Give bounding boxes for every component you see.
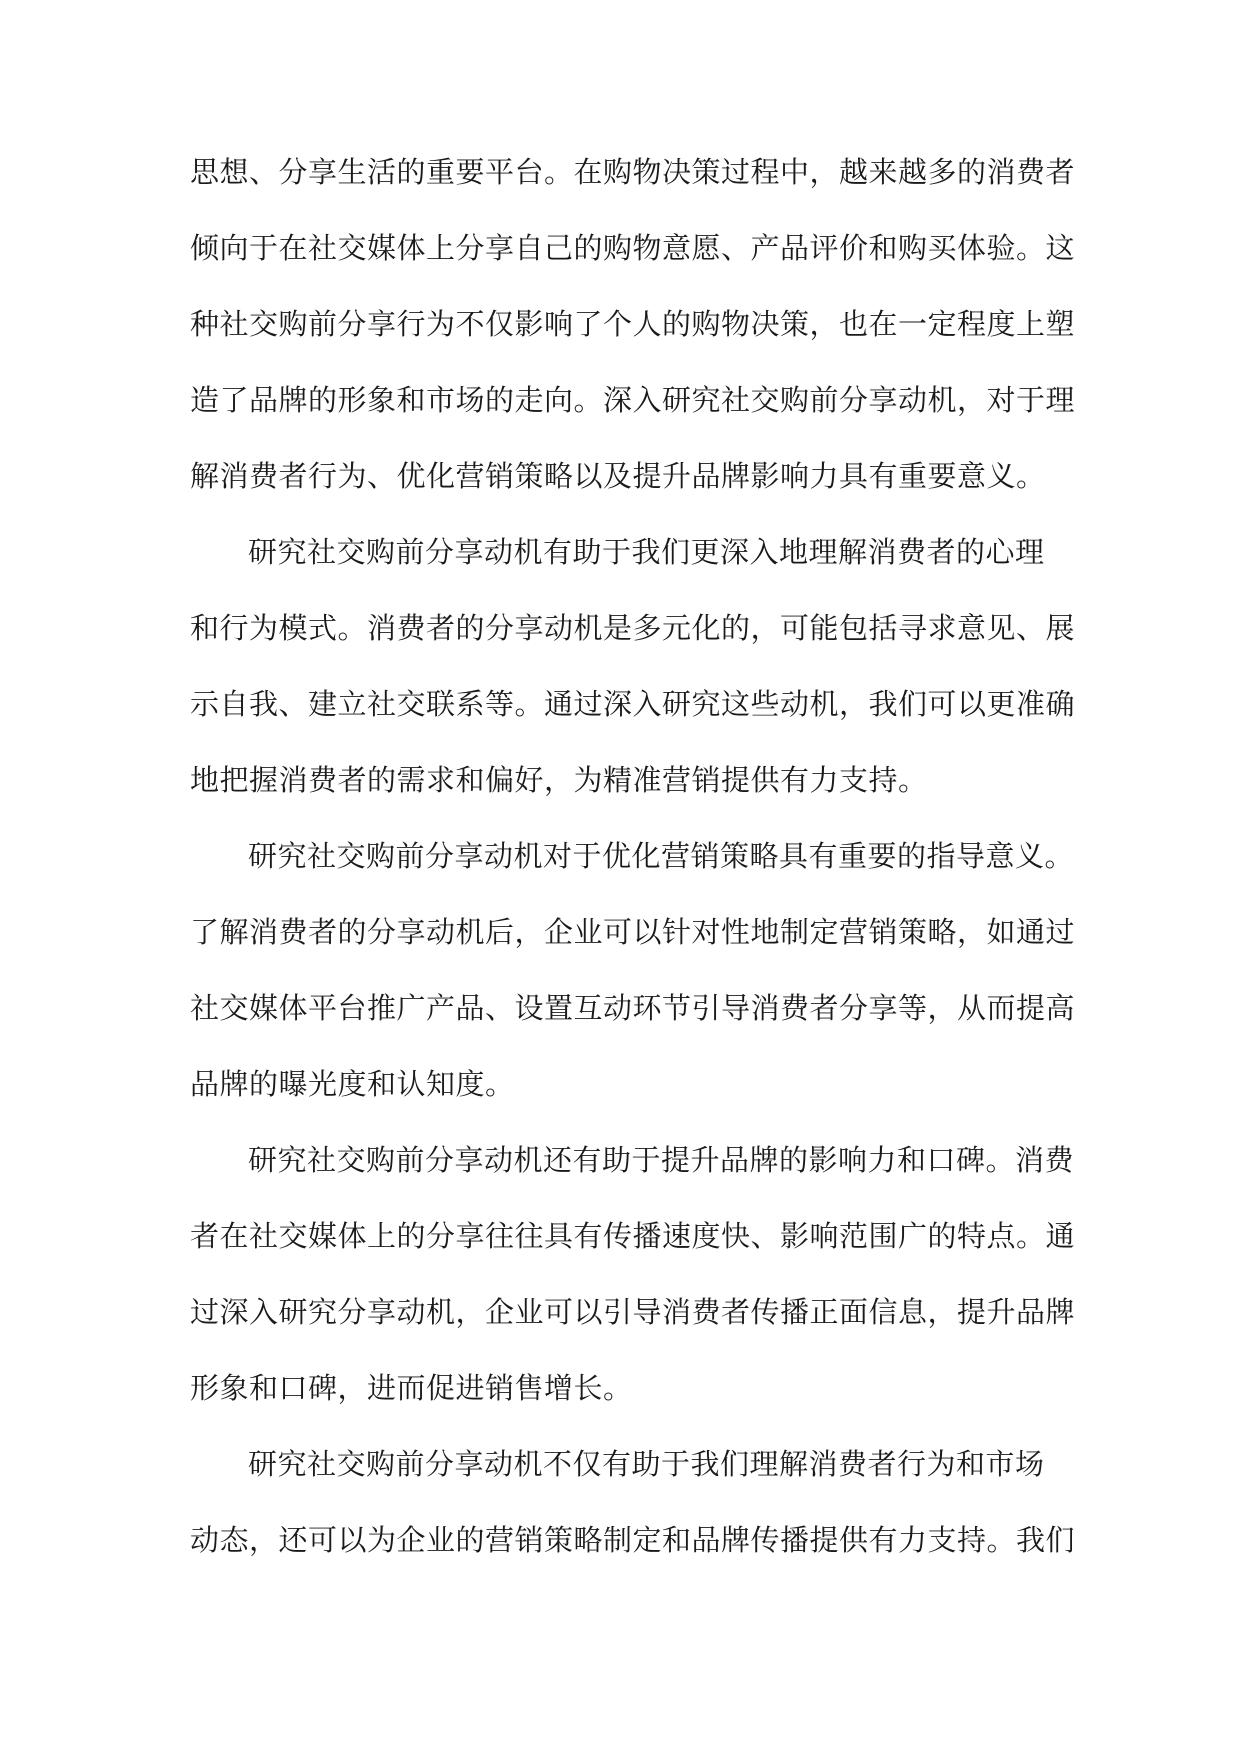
text-line: 动态，还可以为企业的营销策略制定和品牌传播提供有力支持。我们 xyxy=(190,1523,1076,1557)
text-line: 品牌的曝光度和认知度。 xyxy=(190,1067,515,1101)
text-line: 了解消费者的分享动机后，企业可以针对性地制定营销策略，如通过 xyxy=(190,915,1076,949)
text-line: 解消费者行为、优化营销策略以及提升品牌影响力具有重要意义。 xyxy=(190,459,1046,493)
paragraph-first-line: 研究社交购前分享动机不仅有助于我们理解消费者行为和市场 xyxy=(248,1447,1045,1481)
text-line: 者在社交媒体上的分享往往具有传播速度快、影响范围广的特点。通 xyxy=(190,1219,1076,1253)
text-line: 示自我、建立社交联系等。通过深入研究这些动机，我们可以更准确 xyxy=(190,687,1076,721)
paragraph-first-line: 研究社交购前分享动机还有助于提升品牌的影响力和口碑。消费 xyxy=(248,1143,1075,1177)
text-line: 倾向于在社交媒体上分享自己的购物意愿、产品评价和购买体验。这 xyxy=(190,231,1076,265)
text-line: 造了品牌的形象和市场的走向。深入研究社交购前分享动机，对于理 xyxy=(190,383,1076,417)
text-line: 和行为模式。消费者的分享动机是多元化的，可能包括寻求意见、展 xyxy=(190,611,1076,645)
text-line: 社交媒体平台推广产品、设置互动环节引导消费者分享等，从而提高 xyxy=(190,991,1076,1025)
text-line: 过深入研究分享动机，企业可以引导消费者传播正面信息，提升品牌 xyxy=(190,1295,1076,1329)
text-line: 思想、分享生活的重要平台。在购物决策过程中，越来越多的消费者 xyxy=(190,155,1076,189)
paragraph-first-line: 研究社交购前分享动机有助于我们更深入地理解消费者的心理 xyxy=(248,535,1045,569)
text-line: 地把握消费者的需求和偏好，为精准营销提供有力支持。 xyxy=(190,763,928,797)
text-line: 种社交购前分享行为不仅影响了个人的购物决策，也在一定程度上塑 xyxy=(190,307,1076,341)
text-line: 形象和口碑，进而促进销售增长。 xyxy=(190,1371,633,1405)
paragraph-first-line: 研究社交购前分享动机对于优化营销策略具有重要的指导意义。 xyxy=(248,839,1075,873)
